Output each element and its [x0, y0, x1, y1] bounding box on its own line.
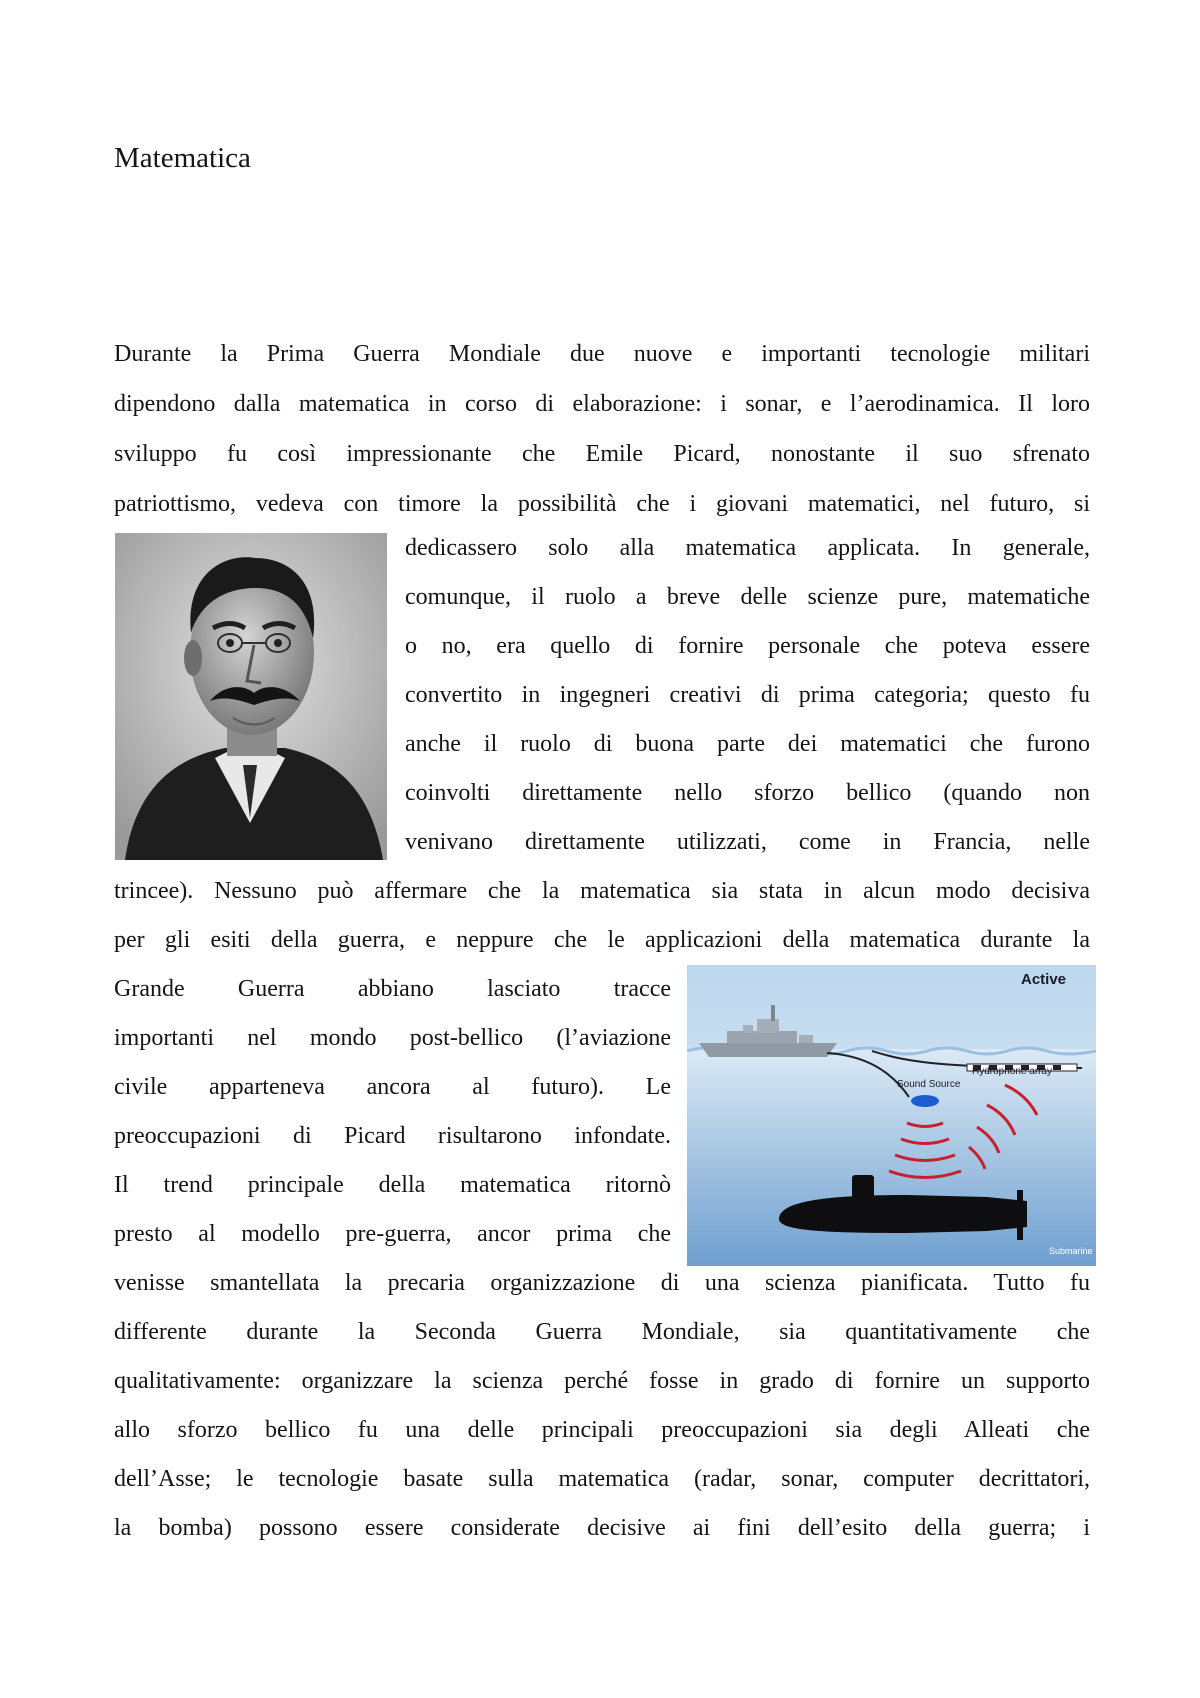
text-line: patriottismo, vedeva con timore la possibilità che i giovani matematici, nel futuro, si	[114, 491, 1090, 517]
picard-portrait	[115, 533, 387, 860]
text-line: per gli esiti della guerra, e neppure che le applicazioni della matematica durante la	[114, 927, 1090, 953]
text-line: coinvolti direttamente nello sforzo bellico (quando non	[405, 780, 1090, 806]
hydrophone-label: Hydrophone array	[972, 1066, 1053, 1077]
text-line: venisse smantellata la precaria organizzazione di una scienza pianificata. Tutto fu	[114, 1270, 1090, 1296]
text-line: Grande Guerra abbiano lasciato tracce	[114, 976, 671, 1002]
text-line: la bomba) possono essere considerate decisive ai fini dell’esito della guerra; i	[114, 1515, 1090, 1541]
text-line: venivano direttamente utilizzati, come in Francia, nelle	[405, 829, 1090, 855]
text-line: sviluppo fu così impressionante che Emile Picard, nonostante il suo sfrenato	[114, 441, 1090, 467]
text-line: Il trend principale della matematica ritornò	[114, 1172, 671, 1198]
text-line: trincee). Nessuno può affermare che la matematica sia stata in alcun modo decisiva	[114, 878, 1090, 904]
text-line: preoccupazioni di Picard risultarono infondate.	[114, 1123, 671, 1149]
text-line: anche il ruolo di buona parte dei matematici che furono	[405, 731, 1090, 757]
text-line: importanti nel mondo post-bellico (l’aviazione	[114, 1025, 671, 1051]
portrait-image	[115, 533, 387, 860]
text-line: o no, era quello di fornire personale che poteva essere	[405, 633, 1090, 659]
sonar-illustration	[687, 965, 1096, 1266]
sonar-diagram	[687, 965, 1096, 1266]
text-line: convertito in ingegneri creativi di prima categoria; questo fu	[405, 682, 1090, 708]
text-line: Durante la Prima Guerra Mondiale due nuove e importanti tecnologie militari	[114, 341, 1090, 367]
text-line: comunque, il ruolo a breve delle scienze pure, matematiche	[405, 584, 1090, 610]
active-label: Active	[1021, 971, 1067, 988]
text-line: civile apparteneva ancora al futuro). Le	[114, 1074, 671, 1100]
text-line: dedicassero solo alla matematica applicata. In generale,	[405, 535, 1090, 561]
page-title: Matematica	[114, 142, 251, 174]
text-line: presto al modello pre-guerra, ancor prima che	[114, 1221, 671, 1247]
text-line: allo sforzo bellico fu una delle principali preoccupazioni sia degli Alleati che	[114, 1417, 1090, 1443]
text-line: differente durante la Seconda Guerra Mondiale, sia quantitativamente che	[114, 1319, 1090, 1345]
sound-source-label: Sound Source	[897, 1079, 961, 1090]
text-line: dipendono dalla matematica in corso di elaborazione: i sonar, e l’aerodinamica. Il loro	[114, 391, 1090, 417]
submarine-label: Submarine	[1049, 1246, 1093, 1256]
text-line: qualitativamente: organizzare la scienza perché fosse in grado di fornire un supporto	[114, 1368, 1090, 1394]
text-line: dell’Asse; le tecnologie basate sulla matematica (radar, sonar, computer decrittatori,	[114, 1466, 1090, 1492]
